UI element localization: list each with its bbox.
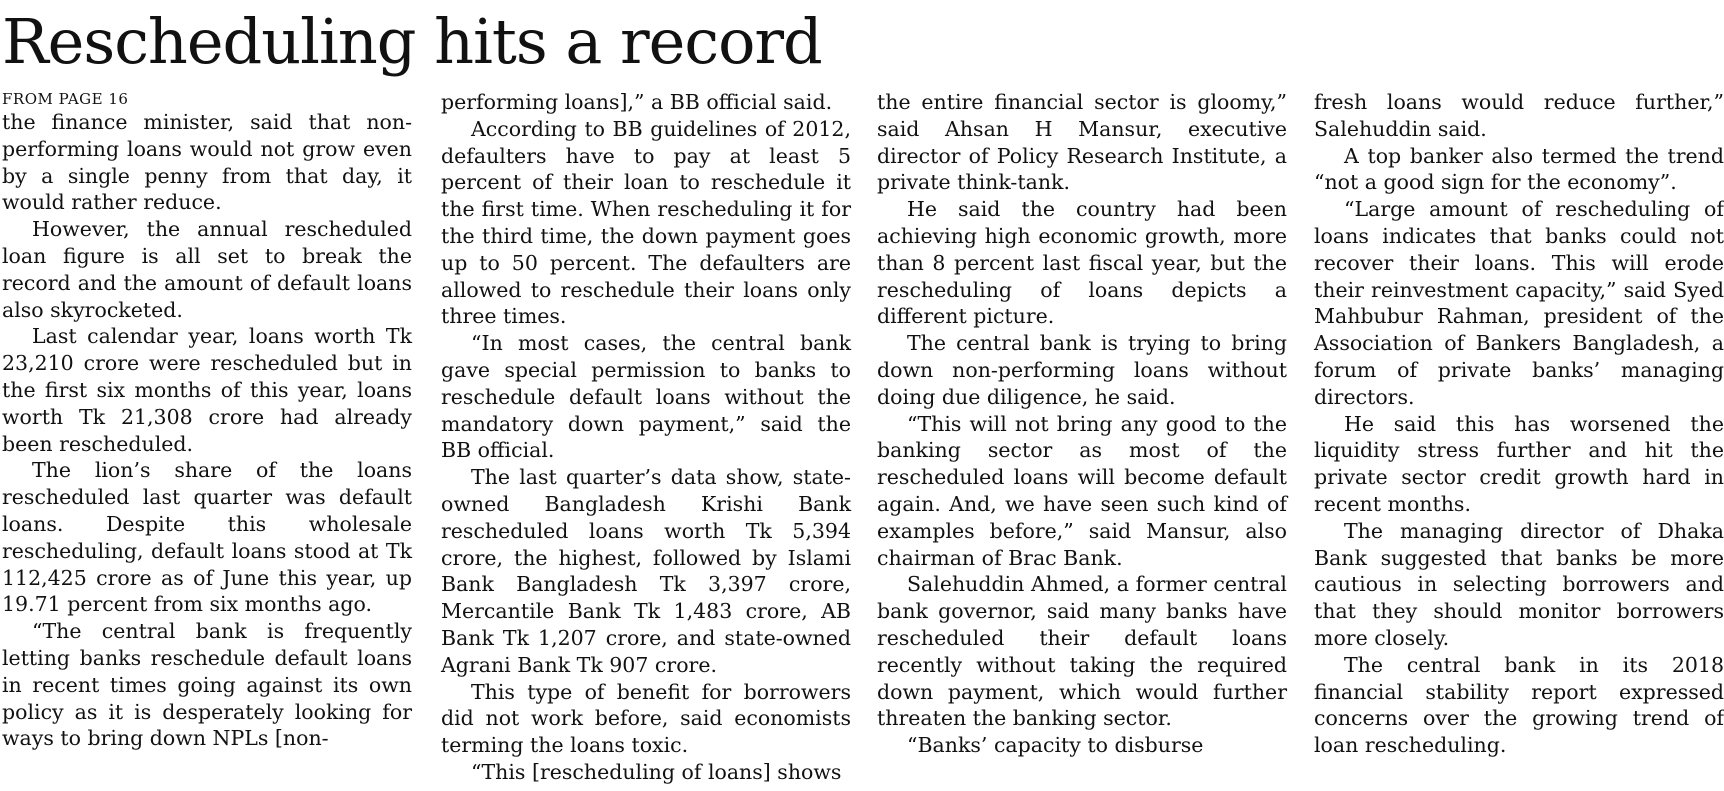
- headline: Rescheduling hits a record: [2, 5, 822, 78]
- article-column-4: [1314, 80, 1724, 759]
- paragraph: “Banks’ capacity to disburse: [907, 733, 1204, 758]
- paragraph: Last calendar year, loans worth Tk 23,210 crore were rescheduled but in the first six months of this year, loans worth Tk 21,308 crore had already been rescheduled.: [2, 324, 412, 456]
- paragraph: The last quarter’s data show, state-owned Bangladesh Krishi Bank rescheduled loans worth Tk 5,394 crore, the highest, followed by Islami Bank Bangladesh Tk 3,397 crore, Mercantile Bank Tk 1,483 crore, AB Bank Tk 1,207 crore, and state-owned Agrani Bank Tk 907 crore.: [441, 465, 851, 677]
- article-column-3: [877, 80, 1287, 759]
- paragraph: Salehuddin Ahmed, a former central bank governor, said many banks have rescheduled their default loans recently without taking the required down payment, which would further threaten the banking sector.: [877, 572, 1287, 731]
- paragraph: “This will not bring any good to the banking sector as most of the rescheduled loans will become default again. And, we have seen such kind of examples before,” said Mansur, also chairman of Brac Bank.: [877, 411, 1287, 570]
- paragraph: “Large amount of rescheduling of loans indicates that banks could not recover their loans. This will erode their reinvestment capacity,” said Syed Mahbubur Rahman, president of the Association of Bankers Bangladesh, a forum of private banks’ managing directors.: [1314, 197, 1724, 409]
- paragraph: “In most cases, the central bank gave special permission to banks to reschedule default loans without the mandatory down payment,” said the BB official.: [441, 331, 851, 463]
- paragraph: “The central bank is frequently letting banks reschedule default loans in recent times going against its own policy as it is desperately looking for ways to bring down NPLs [non-: [2, 619, 412, 751]
- article-column-2: [441, 80, 851, 786]
- paragraph: “This [rescheduling of loans] shows: [471, 759, 842, 784]
- paragraph: He said the country had been achieving high economic growth, more than 8 percent last fiscal year, but the rescheduling of loans depicts a different picture.: [877, 197, 1287, 329]
- paragraph: The managing director of Dhaka Bank suggested that banks be more cautious in selecting borrowers and that they should monitor borrowers more closely.: [1314, 518, 1724, 650]
- paragraph: The central bank is trying to bring down non-performing loans without doing due diligence, he said.: [877, 331, 1287, 409]
- paragraph: the finance minister, said that non-performing loans would not grow even by a single penny from that day, it would rather reduce.: [2, 110, 412, 215]
- paragraph: According to BB guidelines of 2012, defaulters have to pay at least 5 percent of their loan to reschedule it the first time. When rescheduling it for the third time, the down payment goes up to 50 percent. The defaulters are allowed to reschedule their loans only three times.: [441, 116, 851, 329]
- paragraph: the entire financial sector is gloomy,” said Ahsan H Mansur, executive director of Policy Research Institute, a private think-tank.: [877, 90, 1287, 195]
- paragraph: This type of benefit for borrowers did not work before, said economists terming the loans toxic.: [441, 679, 851, 758]
- paragraph: fresh loans would reduce further,” Salehuddin said.: [1314, 90, 1724, 141]
- article-column-1: [2, 80, 412, 752]
- jump-line: FROM PAGE 16: [2, 90, 129, 108]
- paragraph: The central bank in its 2018 financial stability report expressed concerns over the growing trend of loan rescheduling.: [1314, 652, 1724, 758]
- paragraph: performing loans],” a BB official said.: [441, 90, 833, 114]
- paragraph: The lion’s share of the loans rescheduled last quarter was default loans. Despite this wholesale rescheduling, default loans stood at Tk 112,425 crore as of June this year, up 19.71 percent from six months ago.: [2, 458, 412, 617]
- paragraph: A top banker also termed the trend “not a good sign for the economy”.: [1314, 143, 1724, 195]
- paragraph: He said this has worsened the liquidity stress further and hit the private sector credit growth hard in recent months.: [1314, 411, 1724, 516]
- paragraph: However, the annual rescheduled loan figure is all set to break the record and the amount of default loans also skyrocketed.: [2, 217, 412, 322]
